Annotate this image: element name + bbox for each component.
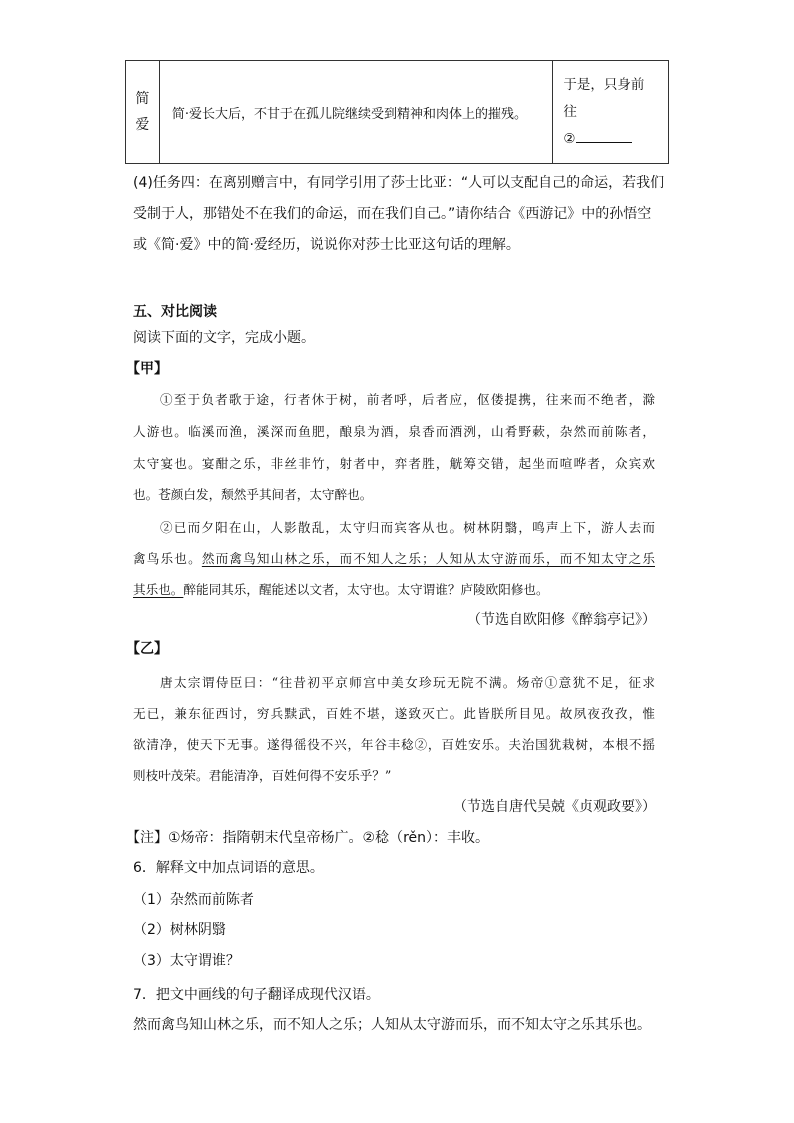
yi-line: 无已，兼东征西讨，穷兵黩武，百姓不堪，遂致灭亡。此皆朕所目见。故夙夜孜孜，惟 <box>133 706 655 721</box>
result-line: 往 <box>563 103 577 120</box>
answer-blank[interactable] <box>576 130 632 143</box>
jia-p2-line: 禽鸟乐也。然而禽鸟知山林之乐，而不知人之乐；人知从太守游而乐，而不知太守之乐 <box>133 551 656 566</box>
task4-line: 或《简·爱》中的简·爱经历，说说你对莎士比亚这句话的理解。 <box>133 237 520 253</box>
result-line: 于是，只身前 <box>563 76 645 93</box>
jia-label: 【甲】 <box>126 361 168 377</box>
jia-p1-line: ①至于负者歌于途，行者休于树，前者呼，后者应，伛偻提携，往来而不绝者，滁 <box>160 392 655 407</box>
table-cell-result <box>553 61 669 164</box>
table-row <box>126 61 669 164</box>
jia-source: （节选自欧阳修《醉翁亭记》） <box>467 612 656 628</box>
jia-p1-line: 也。苍颜白发，颓然乎其间者，太守醉也。 <box>133 487 373 502</box>
reading-instruction: 阅读下面的文字，完成小题。 <box>133 330 315 346</box>
jia-p1-line: 太守宴也。宴酣之乐，非丝非竹，射者中，弈者胜，觥筹交错，起坐而喧哗者，众宾欢 <box>133 456 655 471</box>
section-title: 五、对比阅读 <box>133 304 217 320</box>
underlined-sentence: 然而禽鸟知山林之乐，而不知人之乐；人知从太守游而乐，而不知太守之乐 <box>201 551 656 566</box>
question-7-sentence: 然而禽鸟知山林之乐，而不知人之乐；人知从太守游而乐，而不知太守之乐其乐也。 <box>133 1017 651 1033</box>
yi-line: 则枝叶茂荣。君能清净，百姓何得不安乐乎？” <box>133 768 392 783</box>
name-line: 简 <box>135 91 150 107</box>
task4-line: 受制于人，那错处不在我们的命运，而在我们自己。”请你结合《西游记》中的孙悟空 <box>133 206 652 222</box>
question-6-item: （3）太守谓谁？ <box>133 953 240 969</box>
underlined-sentence: 其乐也。 <box>133 582 184 597</box>
table-cell-description <box>159 61 553 164</box>
question-7: 7．把文中画线的句子翻译成现代汉语。 <box>133 987 380 1003</box>
jia-p1-line: 人游也。临溪而渔，溪深而鱼肥，酿泉为酒，泉香而酒洌，山肴野蔌，杂然而前陈者， <box>133 424 655 439</box>
question-6: 6．解释文中加点词语的意思。 <box>133 860 324 876</box>
yi-line: 欲清净，使天下无事。遂得徭役不兴，年谷丰稔②，百姓安乐。夫治国犹栽树，本根不摇 <box>133 737 655 752</box>
result-line-blank: ② <box>563 126 668 153</box>
jia-p2-line: 其乐也。醉能同其乐，醒能述以文者，太守也。太守谓谁？庐陵欧阳修也。 <box>133 582 549 597</box>
yi-line: 唐太宗谓侍臣曰：“往昔初平京师宫中美女珍玩无院不满。炀帝①意犹不足，征求 <box>160 675 655 690</box>
annotation-note: 【注】①炀帝：指隋朝末代皇帝杨广。②稔（rěn）：丰收。 <box>126 830 490 846</box>
question-6-item: （2）树林阴翳 <box>133 922 226 938</box>
table-cell-name <box>126 61 160 164</box>
yi-label: 【乙】 <box>126 641 168 657</box>
yi-source: （节选自唐代吴兢《贞观政要》） <box>453 799 656 815</box>
answer-table <box>125 60 669 164</box>
description-text: 简·爱长大后，不甘于在孤儿院继续受到精神和肉体上的摧残。 <box>171 106 527 122</box>
question-6-item: （1）杂然而前陈者 <box>133 892 254 908</box>
name-line: 爱 <box>135 117 150 133</box>
task4-line: (4)任务四：在离别赠言中，有同学引用了莎士比亚：“人可以支配自己的命运，若我们 <box>133 175 665 191</box>
jia-p2-line: ②已而夕阳在山，人影散乱，太守归而宾客从也。树林阴翳，鸣声上下，游人去而 <box>160 520 655 535</box>
